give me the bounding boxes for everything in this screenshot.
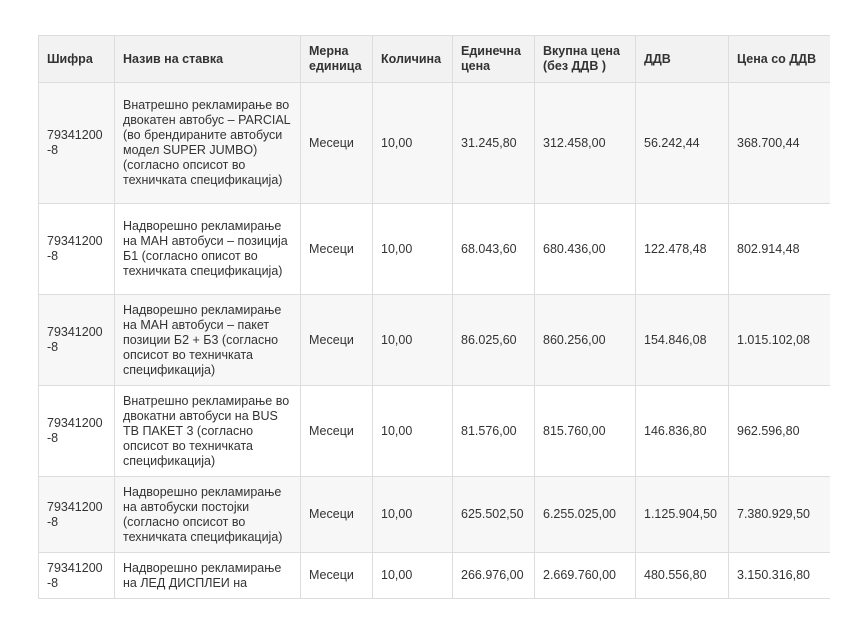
cell-code: 79341200 -8 <box>39 386 115 477</box>
cell-total: 312.458,00 <box>535 83 636 204</box>
cell-unit: Месеци <box>301 204 373 295</box>
cell-quantity: 10,00 <box>373 204 453 295</box>
header-price-with-vat: Цена со ДДВ <box>729 36 831 83</box>
cell-unit: Месеци <box>301 83 373 204</box>
cell-quantity: 10,00 <box>373 553 453 599</box>
cell-item-name: Внатрешно рекламирање во двокатни автобуси на BUS ТВ ПАКЕТ 3 (согласно опсисот во техничката спецификација) <box>115 386 301 477</box>
cell-price-with-vat: 368.700,44 <box>729 83 831 204</box>
cell-unit: Месеци <box>301 553 373 599</box>
cell-vat: 480.556,80 <box>636 553 729 599</box>
table-header-row <box>39 36 831 83</box>
cell-unit-price: 68.043,60 <box>453 204 535 295</box>
header-unit-price: Единечна цена <box>453 36 535 83</box>
table-row <box>39 477 831 553</box>
table-row <box>39 295 831 386</box>
items-table <box>38 35 830 599</box>
cell-code: 79341200 -8 <box>39 477 115 553</box>
cell-quantity: 10,00 <box>373 295 453 386</box>
cell-total: 680.436,00 <box>535 204 636 295</box>
cell-item-name: Надворешно рекламирање на автобуски постојки (согласно опсисот во техничката спецификација) <box>115 477 301 553</box>
cell-vat: 154.846,08 <box>636 295 729 386</box>
table-row <box>39 83 831 204</box>
cell-item-name: Надворешно рекламирање на МАН автобуси – позиција Б1 (согласно описот во техничката спецификација) <box>115 204 301 295</box>
table-row <box>39 553 831 599</box>
header-code: Шифра <box>39 36 115 83</box>
cell-vat: 56.242,44 <box>636 83 729 204</box>
table-row <box>39 386 831 477</box>
cell-unit-price: 31.245,80 <box>453 83 535 204</box>
cell-unit: Месеци <box>301 386 373 477</box>
cell-code: 79341200 -8 <box>39 83 115 204</box>
cell-code: 79341200 -8 <box>39 295 115 386</box>
cell-unit-price: 266.976,00 <box>453 553 535 599</box>
cell-total: 815.760,00 <box>535 386 636 477</box>
header-unit: Мерна единица <box>301 36 373 83</box>
header-total-without-vat: Вкупна цена (без ДДВ ) <box>535 36 636 83</box>
header-vat: ДДВ <box>636 36 729 83</box>
cell-unit-price: 86.025,60 <box>453 295 535 386</box>
table-row <box>39 204 831 295</box>
cell-unit-price: 81.576,00 <box>453 386 535 477</box>
cell-price-with-vat: 1.015.102,08 <box>729 295 831 386</box>
cell-code: 79341200 -8 <box>39 204 115 295</box>
cell-unit: Месеци <box>301 295 373 386</box>
cell-total: 2.669.760,00 <box>535 553 636 599</box>
items-table-container <box>38 35 830 602</box>
cell-price-with-vat: 7.380.929,50 <box>729 477 831 553</box>
cell-quantity: 10,00 <box>373 83 453 204</box>
cell-unit-price: 625.502,50 <box>453 477 535 553</box>
cell-price-with-vat: 962.596,80 <box>729 386 831 477</box>
cell-total: 6.255.025,00 <box>535 477 636 553</box>
cell-total: 860.256,00 <box>535 295 636 386</box>
cell-unit: Месеци <box>301 477 373 553</box>
cell-quantity: 10,00 <box>373 386 453 477</box>
cell-vat: 1.125.904,50 <box>636 477 729 553</box>
cell-vat: 122.478,48 <box>636 204 729 295</box>
cell-quantity: 10,00 <box>373 477 453 553</box>
cell-item-name: Надворешно рекламирање на ЛЕД ДИСПЛЕИ на <box>115 553 301 599</box>
cell-price-with-vat: 802.914,48 <box>729 204 831 295</box>
cell-item-name: Внатрешно рекламирање во двокатен автобус – PARCIAL (во брендираните автобуси модел SUPER JUMBO) (согласно опсисот во техничката спецификација) <box>115 83 301 204</box>
cell-code: 79341200 -8 <box>39 553 115 599</box>
cell-price-with-vat: 3.150.316,80 <box>729 553 831 599</box>
cell-vat: 146.836,80 <box>636 386 729 477</box>
header-quantity: Количина <box>373 36 453 83</box>
cell-item-name: Надворешно рекламирање на МАН автобуси – пакет позиции Б2 + Б3 (согласно опсисот во техничката спецификација) <box>115 295 301 386</box>
header-item-name: Назив на ставка <box>115 36 301 83</box>
